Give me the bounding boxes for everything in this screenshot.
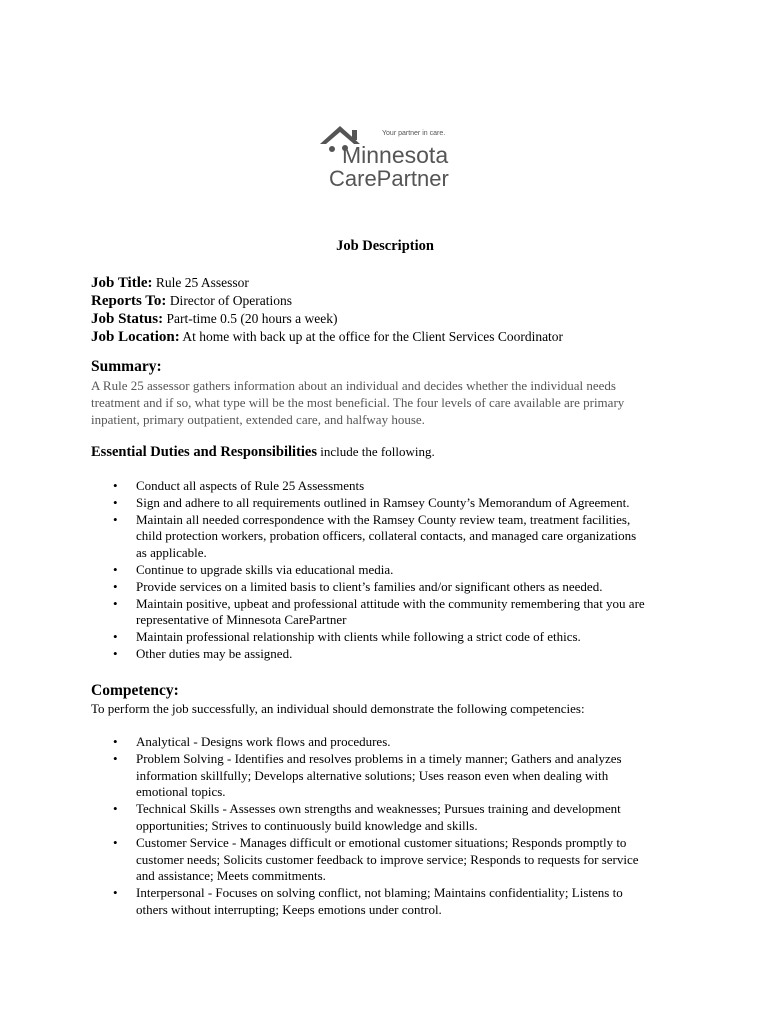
list-item	[91, 835, 681, 885]
list-item	[91, 885, 681, 919]
bullet-icon: •	[113, 494, 118, 510]
duties-section	[91, 444, 711, 663]
list-item-line: Other duties may be assigned.	[136, 645, 293, 661]
meta-value: At home with back up at the office for the Client Services Coordinator	[182, 329, 564, 344]
summary-line: A Rule 25 assessor gathers information about an individual and decides whether the individual needs	[91, 378, 616, 393]
job-meta	[91, 274, 563, 346]
meta-row-job-status	[91, 310, 563, 328]
bullet-icon: •	[113, 734, 118, 749]
list-item-line: representative of Minnesota CarePartner	[136, 612, 347, 628]
duties-heading-suffix: include the following.	[317, 444, 435, 459]
duties-heading-line	[91, 444, 711, 461]
competency-list	[91, 734, 681, 919]
logo-word-carepartner: CarePartner	[329, 166, 449, 191]
list-item-line: Problem Solving - Identifies and resolves problems in a timely manner; Gathers and analyzes	[136, 750, 622, 766]
duties-list	[91, 478, 691, 663]
bullet-icon: •	[113, 511, 118, 527]
list-item-line: and assistance; Meets commitments.	[136, 868, 326, 884]
list-item-line: Provide services on a limited basis to client’s families and/or significant others as needed.	[136, 578, 603, 594]
list-item-line: Analytical - Designs work flows and procedures.	[136, 734, 391, 749]
bullet-icon: •	[113, 595, 118, 611]
list-item-line: Technical Skills - Assesses own strengths and weaknesses; Pursues training and development	[136, 801, 621, 817]
list-item	[91, 646, 691, 663]
list-item-line: child protection workers, probation officers, collateral contacts, and managed care organizations	[136, 528, 637, 544]
list-item-line: Maintain all needed correspondence with the Ramsey County review team, treatment facilities,	[136, 511, 631, 527]
list-item-line: customer needs; Solicits customer feedback to improve service; Responds to requests for service	[136, 851, 639, 867]
meta-row-job-location	[91, 328, 563, 346]
list-item-line: others without interrupting; Keeps emotions under control.	[136, 901, 442, 917]
summary-line: inpatient, primary outpatient, extended care, and halfway house.	[91, 412, 425, 427]
list-item	[91, 579, 691, 596]
list-item	[91, 751, 681, 801]
summary-body	[91, 377, 691, 428]
logo-tagline: Your partner in care.	[382, 130, 446, 137]
meta-label: Job Title:	[91, 275, 153, 291]
duties-heading: Essential Duties and Responsibilities	[91, 444, 318, 460]
bullet-icon: •	[113, 478, 118, 493]
competency-heading: Competency:	[91, 682, 179, 699]
meta-row-job-title	[91, 274, 563, 292]
list-item	[91, 734, 681, 751]
list-item-line: Continue to upgrade skills via educational media.	[136, 561, 394, 577]
competency-intro: To perform the job successfully, an individual should demonstrate the following competencies:	[91, 701, 585, 716]
summary-heading: Summary:	[91, 358, 162, 375]
bullet-icon: •	[113, 629, 118, 645]
list-item-line: opportunities; Strives to continuously build knowledge and skills.	[136, 817, 478, 833]
bullet-icon: •	[113, 750, 118, 766]
bullet-icon: •	[113, 834, 118, 850]
summary-section	[91, 358, 691, 428]
list-item-line: information skillfully; Develops alternative solutions; Uses reason even when dealing with	[136, 767, 609, 783]
summary-line: treatment and if so, what type will be the most beneficial. The four levels of care available are primary	[91, 395, 625, 410]
list-item	[91, 495, 691, 512]
list-item	[91, 801, 681, 835]
meta-label: Job Location:	[91, 329, 180, 345]
list-item-line: Interpersonal - Focuses on solving conflict, not blaming; Maintains confidentiality; Listens to	[136, 885, 623, 901]
meta-label: Reports To:	[91, 293, 167, 309]
meta-row-reports-to	[91, 292, 563, 310]
logo-word-minnesota: Minnesota	[342, 142, 449, 168]
list-item-line: Customer Service - Manages difficult or emotional customer situations; Responds promptly to	[136, 834, 627, 850]
company-logo	[318, 124, 458, 196]
meta-value: Rule 25 Assessor	[155, 275, 249, 290]
list-item-line: Sign and adhere to all requirements outlined in Ramsey County’s Memorandum of Agreement.	[136, 494, 630, 510]
bullet-icon: •	[113, 801, 118, 817]
meta-value: Director of Operations	[169, 293, 293, 308]
list-item-line: Maintain positive, upbeat and professional attitude with the community remembering that you are	[136, 595, 645, 611]
bullet-icon: •	[113, 885, 118, 901]
document-title: Job Description	[336, 238, 434, 254]
list-item-line: emotional topics.	[136, 784, 226, 800]
list-item-line: as applicable.	[136, 545, 207, 561]
list-item	[91, 512, 691, 562]
list-item	[91, 596, 691, 630]
list-item	[91, 562, 691, 579]
list-item	[91, 629, 691, 646]
competency-section	[91, 682, 711, 919]
list-item-line: Conduct all aspects of Rule 25 Assessments	[136, 478, 365, 493]
bullet-icon: •	[113, 645, 118, 661]
meta-label: Job Status:	[91, 311, 164, 327]
bullet-icon: •	[113, 578, 118, 594]
list-item	[91, 478, 691, 495]
list-item-line: Maintain professional relationship with clients while following a strict code of ethics.	[136, 629, 581, 645]
bullet-icon: •	[113, 561, 118, 577]
meta-value: Part-time 0.5 (20 hours a week)	[166, 311, 338, 326]
